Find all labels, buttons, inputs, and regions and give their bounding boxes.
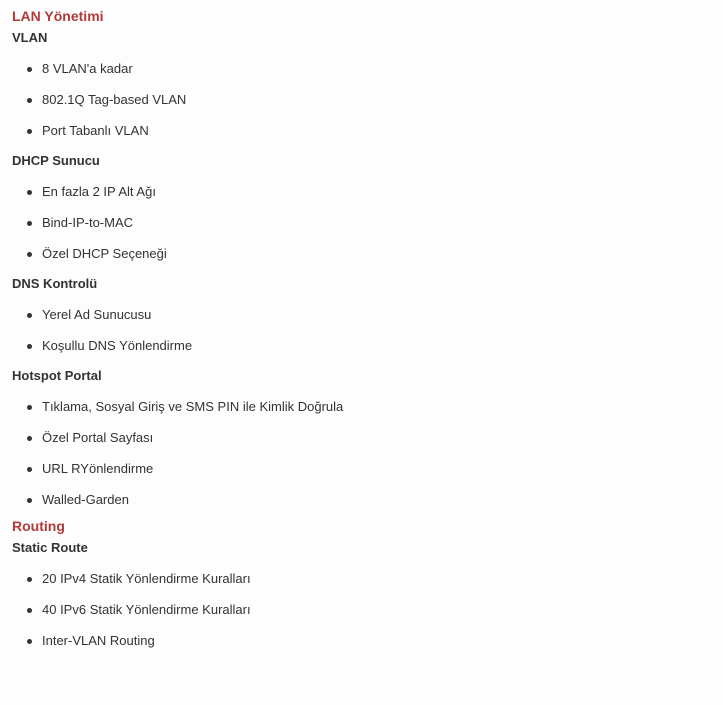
- list-item: Özel DHCP Seçeneği: [12, 238, 711, 269]
- feature-list: [12, 176, 711, 269]
- feature-list: [12, 53, 711, 146]
- group-title: VLAN: [12, 30, 48, 45]
- list-item: 8 VLAN'a kadar: [12, 53, 711, 84]
- list-item: Özel Portal Sayfası: [12, 422, 711, 453]
- list-item: Inter-VLAN Routing: [12, 625, 711, 656]
- section-title: LAN Yönetimi: [12, 8, 104, 24]
- list-item: Walled-Garden: [12, 484, 711, 515]
- group-dhcp-server: [12, 150, 711, 269]
- list-item: Yerel Ad Sunucusu: [12, 299, 711, 330]
- group-hotspot-portal: [12, 365, 711, 515]
- section-title: Routing: [12, 518, 65, 534]
- list-item: Koşullu DNS Yönlendirme: [12, 330, 711, 361]
- group-vlan: [12, 27, 711, 146]
- section-lan-management: [12, 6, 711, 515]
- list-item: URL RYönlendirme: [12, 453, 711, 484]
- group-dns-control: [12, 273, 711, 361]
- list-item: Bind-IP-to-MAC: [12, 207, 711, 238]
- list-item: 802.1Q Tag-based VLAN: [12, 84, 711, 115]
- list-item: 40 IPv6 Statik Yönlendirme Kuralları: [12, 594, 711, 625]
- section-routing: [12, 516, 711, 656]
- list-item: Tıklama, Sosyal Giriş ve SMS PIN ile Kimlik Doğrula: [12, 391, 711, 422]
- list-item: En fazla 2 IP Alt Ağı: [12, 176, 711, 207]
- feature-list: [12, 299, 711, 361]
- group-static-route: [12, 537, 711, 656]
- group-title: Static Route: [12, 540, 88, 555]
- list-item: Port Tabanlı VLAN: [12, 115, 711, 146]
- feature-list: [12, 391, 711, 515]
- group-title: DHCP Sunucu: [12, 153, 100, 168]
- list-item: 20 IPv4 Statik Yönlendirme Kuralları: [12, 563, 711, 594]
- feature-list: [12, 563, 711, 656]
- group-title: Hotspot Portal: [12, 368, 102, 383]
- group-title: DNS Kontrolü: [12, 276, 98, 291]
